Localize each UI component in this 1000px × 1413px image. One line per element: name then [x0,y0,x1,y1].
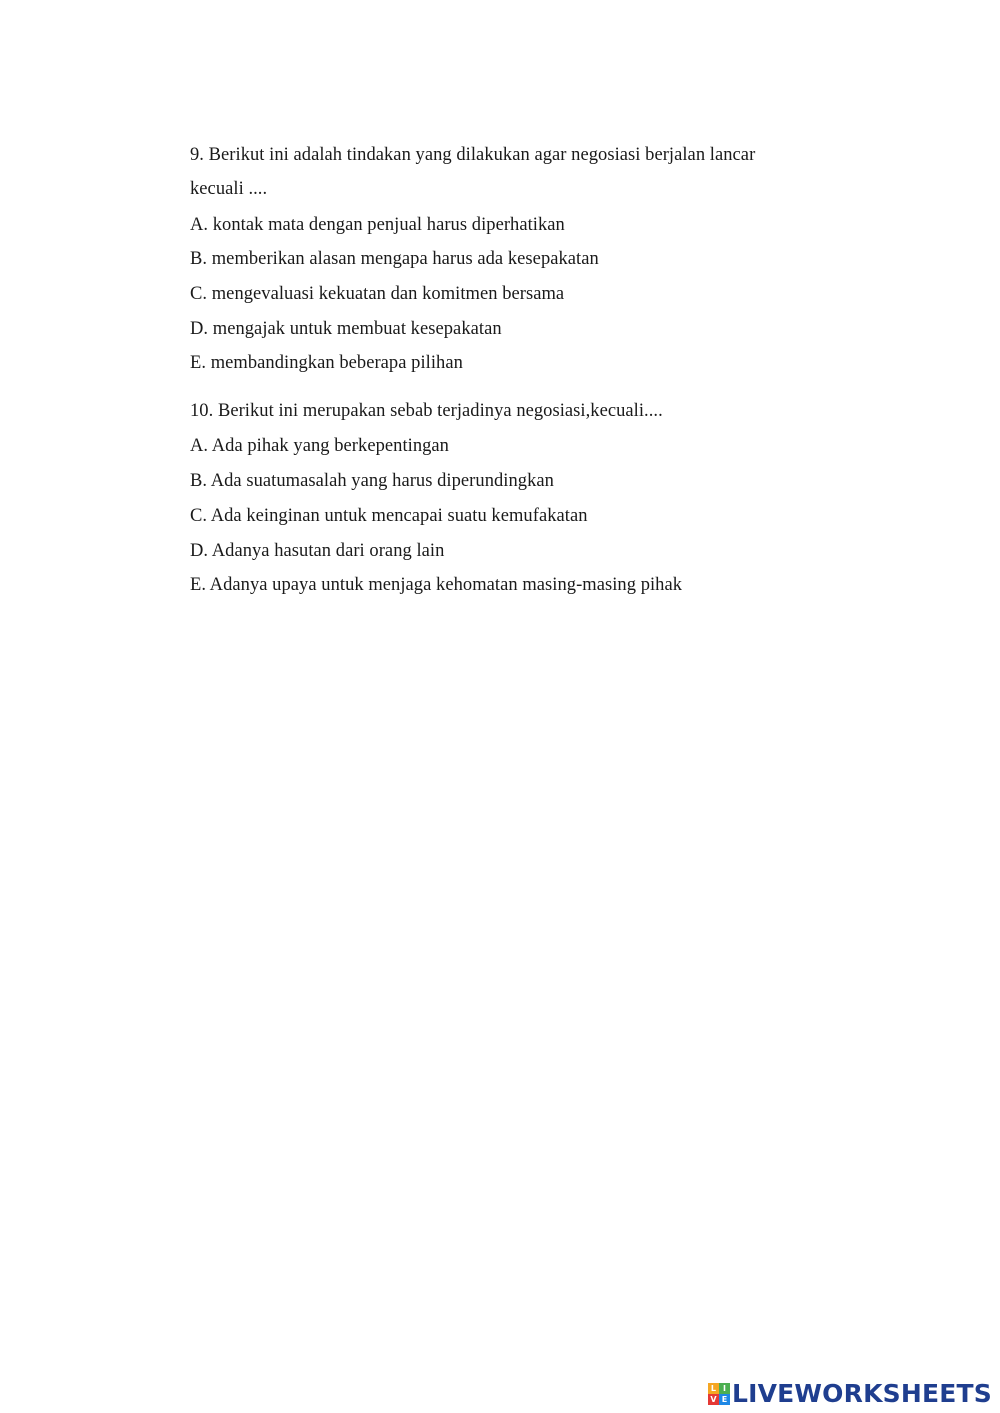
question-10-option-b: B. Ada suatumasalah yang harus diperundingkan [190,471,554,491]
question-10-option-a: A. Ada pihak yang berkepentingan [190,436,449,456]
question-9-option-b: B. memberikan alasan mengapa harus ada kesepakatan [190,249,599,269]
logo-badge-icon [708,1383,730,1405]
logo-badge-cell: I [719,1383,730,1394]
question-9-option-d: D. mengajak untuk membuat kesepakatan [190,319,502,339]
question-9-option-c: C. mengevaluasi kekuatan dan komitmen bersama [190,284,565,304]
question-9-stem-line1: 9. Berikut ini adalah tindakan yang dilakukan agar negosiasi berjalan lancar [190,145,756,165]
logo-badge-cell: V [708,1394,719,1405]
question-10-option-e: E. Adanya upaya untuk menjaga kehomatan masing-masing pihak [190,575,683,595]
question-9-option-a: A. kontak mata dengan penjual harus diperhatikan [190,215,565,235]
liveworksheets-logo [708,1379,992,1409]
question-10-option-d: D. Adanya hasutan dari orang lain [190,541,445,561]
question-10-stem: 10. Berikut ini merupakan sebab terjadinya negosiasi,kecuali.... [190,401,663,421]
question-10-option-c: C. Ada keinginan untuk mencapai suatu kemufakatan [190,506,588,526]
question-9-option-e: E. membandingkan beberapa pilihan [190,353,463,373]
logo-text: LIVEWORKSHEETS [731,1379,992,1408]
logo-badge-cell: E [719,1394,730,1405]
question-9-stem-line2: kecuali .... [190,179,268,199]
logo-badge-cell: L [708,1383,719,1394]
